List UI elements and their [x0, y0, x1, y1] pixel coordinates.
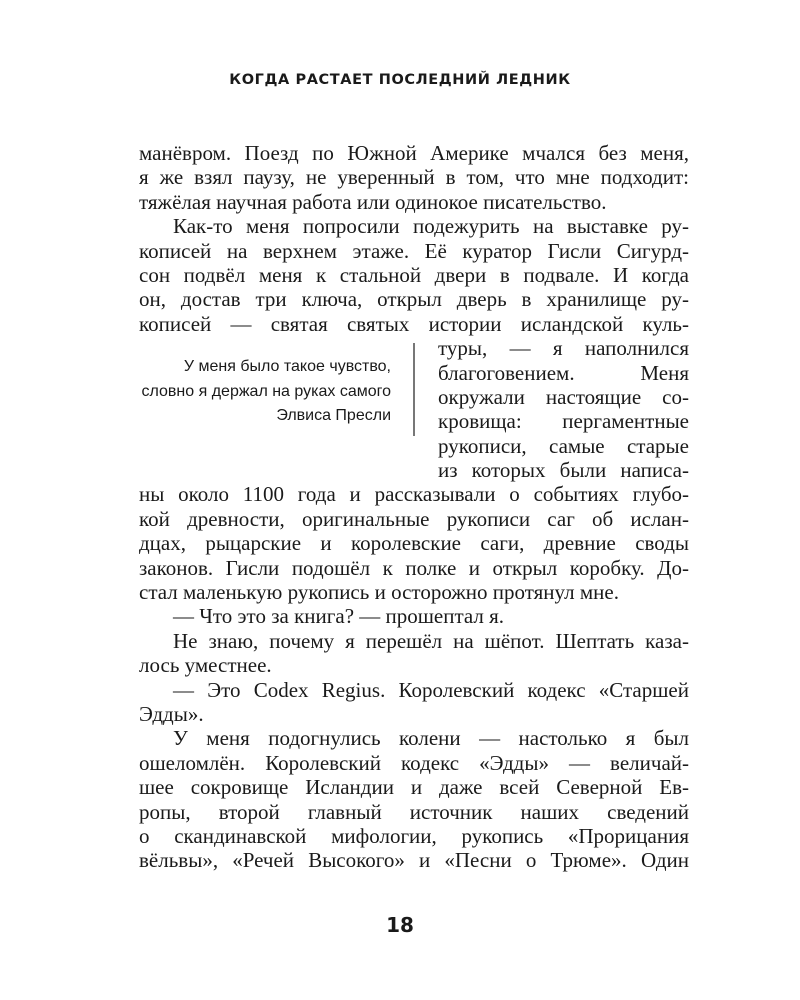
text-line: Эдды».: [139, 701, 204, 726]
text-line: манёвром. Поезд по Южной Америке мчался без меня,: [139, 141, 689, 165]
text-line: туры, — я наполнился: [438, 336, 689, 361]
text-line: — Это Codex Regius. Королевский кодекс «Старшей: [173, 677, 689, 702]
text-line: законов. Гисли подошёл к полке и открыл коробку. До-: [139, 555, 689, 580]
text-line: кописей — святая святых истории исландской куль-: [139, 311, 689, 336]
text-line: он, достав три ключа, открыл дверь в хранилище ру-: [139, 287, 689, 312]
text-line: сон подвёл меня к стальной двери в подвале. И когда: [139, 262, 689, 287]
pull-quote-line: У меня было такое чувство,: [183, 358, 391, 375]
body-text: [139, 141, 689, 873]
text-line: окружали настоящие со-: [438, 384, 689, 409]
text-line: ны около 1100 года и рассказывали о событиях глубо-: [139, 482, 689, 507]
text-line: Как-то меня попросили подежурить на выставке ру-: [173, 214, 689, 239]
text-line: шее сокровище Исландии и даже всей Северной Ев-: [139, 775, 689, 800]
text-line: вёльвы», «Речей Высокого» и «Песни о Трюме». Один: [139, 848, 689, 873]
text-line: из которых были написа-: [438, 458, 689, 483]
text-line: рукописи, самые старые: [438, 433, 689, 458]
text-line: ропы, второй главный источник наших сведений: [139, 799, 689, 824]
text-line: Не знаю, почему я перешёл на шёпот. Шептать каза-: [173, 628, 689, 653]
text-line: благоговением. Меня: [438, 360, 689, 385]
text-line: я же взял паузу, не уверенный в том, что мне подходит:: [139, 165, 689, 190]
text-line: о скандинавской мифологии, рукопись «Прорицания: [139, 823, 689, 848]
text-line: тяжёлая научная работа или одинокое писательство.: [139, 189, 607, 214]
running-head: КОГДА РАСТАЕТ ПОСЛЕДНИЙ ЛЕДНИК: [229, 72, 571, 88]
text-line: У меня подогнулись колени — настолько я был: [173, 726, 689, 751]
text-line: кописей на верхнем этаже. Её куратор Гисли Сигурд-: [139, 238, 689, 263]
text-line: кой древности, оригинальные рукописи саг об ислан-: [139, 506, 689, 531]
text-line: лось уместнее.: [139, 653, 272, 678]
page-number: 18: [386, 913, 414, 937]
text-line: стал маленькую рукопись и осторожно протянул мне.: [139, 580, 619, 605]
text-line: кровища: пергаментные: [438, 409, 689, 434]
text-line: — Что это за книга? — прошептал я.: [173, 604, 505, 629]
text-line: ошеломлён. Королевский кодекс «Эдды» — величай-: [139, 750, 689, 775]
text-line: дцах, рыцарские и королевские саги, древние своды: [139, 531, 689, 556]
pull-quote-line: словно я держал на руках самого: [141, 382, 391, 400]
pull-quote-line: Элвиса Пресли: [276, 407, 391, 424]
